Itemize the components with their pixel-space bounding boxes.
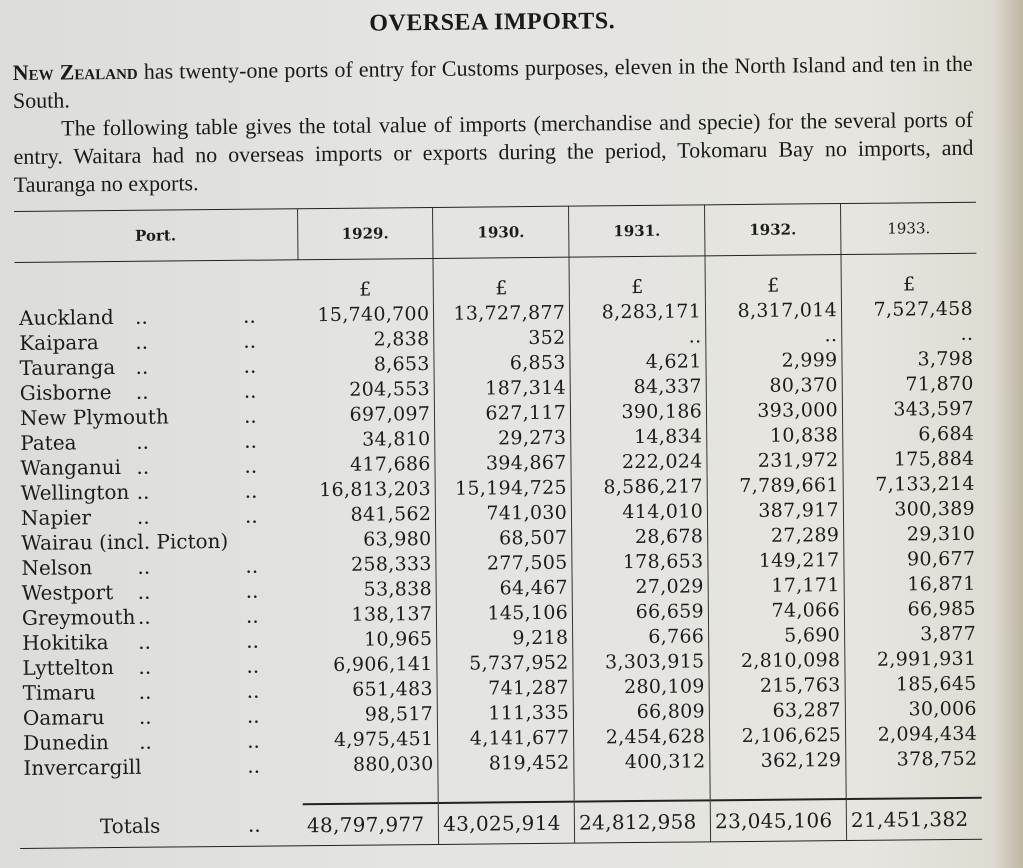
port-cell	[16, 403, 299, 431]
totals-row	[20, 798, 982, 849]
leader-dots: ..	[243, 353, 257, 378]
leader-dots: ..	[246, 678, 260, 703]
leader-dots: ..	[246, 703, 260, 728]
value-cell: 2,106,625	[710, 723, 846, 749]
leader-dots: ..	[134, 304, 148, 329]
rule-cell	[710, 773, 846, 800]
port-cell	[19, 753, 302, 781]
total-value-cell: 24,812,958	[574, 800, 710, 843]
rule-cell	[574, 774, 710, 801]
port-name: Invercargill	[23, 754, 142, 780]
port-cell	[17, 478, 300, 506]
value-cell: 145,106	[437, 601, 573, 627]
leader-dots: ..	[244, 478, 258, 503]
value-cell: 741,287	[437, 676, 573, 702]
value-cell: 362,129	[710, 748, 846, 774]
value-cell: 80,370	[706, 373, 842, 399]
value-cell: 2,999	[706, 348, 842, 374]
leader-dots: ..	[136, 454, 150, 479]
leader-dots: ..	[135, 354, 149, 379]
value-cell: 378,752	[896, 747, 978, 771]
value-cell: 5,690	[709, 623, 845, 649]
value-cell: 651,483	[302, 677, 438, 703]
value-cell: 68,507	[436, 526, 572, 552]
value-cell: 2,838	[298, 327, 434, 353]
port-cell	[15, 328, 298, 356]
port-name: Dunedin	[23, 730, 109, 755]
value-cell: 14,834	[571, 424, 707, 450]
value-cell: 90,677	[907, 547, 976, 571]
port-name: Timaru	[22, 680, 96, 705]
empty-cell	[19, 778, 302, 807]
currency-symbol: £	[902, 273, 916, 296]
value-cell: 27,289	[708, 523, 844, 549]
leader-dots: ..	[139, 729, 152, 754]
port-cell	[18, 578, 301, 606]
value-cell: 66,985	[907, 597, 976, 621]
header-1930: 1930.	[433, 206, 569, 258]
value-cell: 15,194,725	[435, 476, 571, 502]
total-value-cell: 21,451,382	[846, 798, 982, 841]
port-name: Gisborne	[19, 380, 112, 405]
port-name: Wairau (incl. Picton)	[21, 528, 229, 555]
value-cell: 400,312	[574, 749, 710, 775]
value-cell: 53,838	[301, 577, 437, 603]
value-cell: 64,467	[436, 576, 572, 602]
value-cell: 28,678	[572, 524, 708, 550]
value-cell: 30,006	[908, 697, 977, 721]
leader-dots: ..	[137, 554, 151, 579]
value-cell: 2,991,931	[876, 647, 977, 671]
value-cell: 5,737,952	[437, 651, 573, 677]
leader-dots: ..	[245, 578, 259, 603]
leader-dots: ..	[138, 679, 152, 704]
port-name: Hokitika	[22, 630, 109, 655]
leader-dots: ..	[247, 753, 261, 778]
value-cell: 393,000	[706, 398, 842, 424]
value-cell: 387,917	[707, 498, 843, 524]
value-cell: 8,653	[298, 352, 434, 378]
value-cell: 6,906,141	[301, 652, 437, 678]
leader-dots: ..	[246, 628, 259, 653]
port-cell	[19, 728, 302, 756]
port-cell	[17, 528, 300, 556]
totals-label-cell	[20, 804, 303, 848]
value-cell: 15,740,700	[298, 302, 434, 328]
port-name: Lyttelton	[22, 655, 115, 680]
leader-dots: ..	[245, 553, 259, 578]
value-cell: 231,972	[707, 448, 843, 474]
header-1932: 1932.	[705, 204, 841, 256]
value-cell: 8,317,014	[705, 298, 841, 324]
value-cell: 84,337	[570, 374, 706, 400]
value-cell: 2,810,098	[709, 648, 845, 674]
value-cell: 10,838	[707, 423, 843, 449]
port-cell	[19, 678, 302, 706]
port-cell	[19, 703, 302, 731]
value-cell: 7,527,458	[873, 297, 974, 321]
intro-paragraph-2: The following table gives the total value of imports (merchandise and specie) for the several ports of entry. Waitara had no overseas imports or exports during the period, Tokomaru Bay no imports, and Tauranga no exports.	[13, 106, 974, 197]
port-cell	[17, 503, 300, 531]
value-cell: 841,562	[300, 502, 436, 528]
table-body	[15, 253, 983, 848]
leader-dots: ..	[135, 379, 149, 404]
leader-dots: ..	[245, 603, 259, 628]
currency-symbol: £	[705, 255, 841, 300]
leader-dots: ..	[242, 303, 256, 328]
value-cell: 98,517	[302, 702, 438, 728]
value-cell: 6,853	[434, 351, 570, 377]
document-page	[12, 0, 980, 849]
header-port: Port.	[14, 209, 298, 263]
port-name: Westport	[21, 580, 114, 605]
leader-dots: ..	[247, 812, 261, 837]
value-cell: 175,884	[893, 447, 975, 471]
total-value-cell: 48,797,977	[303, 803, 439, 846]
intro-paragraph-1-text: has twenty-one ports of entry for Customs purposes, eleven in the North Island and ten in the South.	[12, 50, 973, 113]
value-cell: 414,010	[572, 499, 708, 525]
value-cell: 178,653	[572, 549, 708, 575]
leader-dots: ..	[244, 503, 258, 528]
port-cell	[15, 353, 298, 381]
value-cell: 4,975,451	[302, 727, 438, 753]
value-cell: 2,094,434	[877, 722, 978, 746]
value-cell: 185,645	[895, 672, 977, 696]
value-cell: 66,809	[573, 699, 709, 725]
value-cell: ..	[960, 322, 974, 345]
value-cell: 29,310	[906, 522, 976, 546]
port-cell	[16, 453, 299, 481]
value-cell: 880,030	[302, 752, 438, 778]
port-cell	[18, 628, 301, 656]
value-cell: 394,867	[435, 451, 571, 477]
value-cell: 258,333	[300, 552, 436, 578]
port-name: New Plymouth	[19, 404, 169, 430]
currency-symbol: £	[569, 256, 705, 301]
value-cell: 7,789,661	[707, 473, 843, 499]
value-cell: 417,686	[299, 452, 435, 478]
table-header-row	[14, 202, 976, 262]
port-name: Nelson	[21, 555, 93, 580]
rule-cell	[438, 776, 574, 803]
value-cell: 352	[434, 326, 570, 352]
imports-table	[14, 202, 982, 849]
value-cell: 215,763	[709, 673, 845, 699]
value-cell: 7,133,214	[875, 472, 975, 496]
leader-dots: ..	[136, 479, 150, 504]
value-cell: 204,553	[299, 377, 435, 403]
rule-cell	[846, 772, 982, 799]
value-cell: 63,287	[709, 698, 845, 724]
leader-dots: ..	[138, 654, 152, 679]
value-cell: 277,505	[436, 551, 572, 577]
value-cell: 71,870	[905, 372, 974, 396]
value-cell: 16,871	[907, 572, 976, 596]
value-cell: 27,029	[572, 574, 708, 600]
intro-paragraph-1	[13, 50, 973, 115]
value-cell: 16,813,203	[300, 477, 436, 503]
value-cell: 6,766	[573, 624, 709, 650]
leader-dots: ..	[244, 453, 258, 478]
port-name: Wanganui	[20, 454, 122, 480]
value-cell: 10,965	[301, 627, 437, 653]
totals-label: Totals	[99, 813, 161, 839]
port-name: Greymouth	[21, 604, 136, 630]
port-name: Wellington	[20, 479, 130, 505]
leader-dots: ..	[138, 629, 152, 654]
value-cell: 187,314	[434, 376, 570, 402]
value-cell: 149,217	[708, 548, 844, 574]
leader-dots: ..	[138, 704, 152, 729]
currency-symbol: £	[433, 257, 569, 302]
value-cell: 9,218	[437, 626, 573, 652]
value-cell: 300,389	[894, 497, 976, 521]
port-cell	[18, 653, 301, 681]
value-cell: 8,586,217	[571, 474, 707, 500]
header-1929: 1929.	[297, 207, 433, 259]
value-cell: 8,283,171	[570, 299, 706, 325]
leader-dots: ..	[247, 728, 260, 753]
leader-dots: ..	[136, 429, 150, 454]
currency-symbol: £	[298, 258, 434, 303]
value-cell: 741,030	[436, 501, 572, 527]
port-cell	[16, 428, 299, 456]
value-cell: 66,659	[572, 599, 708, 625]
value-cell: 4,621	[570, 349, 706, 375]
value-cell: 74,066	[708, 598, 844, 624]
value-cell: 34,810	[299, 427, 435, 453]
leader-dots: ..	[243, 403, 257, 428]
port-cell	[18, 603, 301, 631]
port-name: Kaipara	[19, 330, 99, 355]
port-cell	[15, 303, 298, 331]
value-cell: 4,141,677	[438, 726, 574, 752]
value-cell: ..	[570, 324, 706, 350]
total-value-cell: 23,045,106	[710, 799, 846, 842]
rule-cell	[303, 777, 439, 804]
leader-dots: ..	[137, 604, 151, 629]
header-1931: 1931.	[569, 205, 705, 257]
value-cell: 280,109	[573, 674, 709, 700]
value-cell: 17,171	[708, 573, 844, 599]
port-name: Patea	[20, 430, 77, 455]
value-cell: 343,597	[893, 397, 975, 421]
leader-dots: ..	[243, 378, 257, 403]
port-cell	[17, 553, 300, 581]
port-name: Oamaru	[22, 705, 105, 730]
intro-lead-smallcaps: New Zealand	[12, 58, 138, 85]
value-cell: 697,097	[299, 402, 435, 428]
total-value-cell: 43,025,914	[438, 802, 574, 845]
value-cell: ..	[706, 323, 842, 349]
value-cell: 390,186	[571, 399, 707, 425]
value-cell: 29,273	[435, 426, 571, 452]
leader-dots: ..	[135, 329, 149, 354]
value-cell: 3,303,915	[573, 649, 709, 675]
value-cell: 111,335	[438, 701, 574, 727]
value-cell: 3,877	[920, 622, 977, 646]
value-cell: 3,798	[917, 347, 974, 371]
page-title: OVERSEA IMPORTS.	[369, 8, 616, 37]
leader-dots: ..	[246, 653, 260, 678]
value-cell: 222,024	[571, 449, 707, 475]
port-name: Napier	[20, 505, 92, 530]
leader-dots: ..	[137, 579, 151, 604]
port-cell	[16, 378, 299, 406]
value-cell: 2,454,628	[574, 724, 710, 750]
leader-dots: ..	[243, 328, 257, 353]
value-cell: 63,980	[300, 527, 436, 553]
port-name: Tauranga	[19, 355, 116, 380]
value-cell: 819,452	[438, 751, 574, 777]
value-cell: 13,727,877	[434, 301, 570, 327]
value-cell: 138,137	[301, 602, 437, 628]
value-cell: 627,117	[435, 401, 571, 427]
leader-dots: ..	[136, 504, 150, 529]
header-1933: 1933.	[841, 202, 977, 254]
value-cell: 6,684	[918, 422, 975, 446]
port-name: Auckland	[18, 305, 114, 330]
leader-dots: ..	[244, 428, 258, 453]
